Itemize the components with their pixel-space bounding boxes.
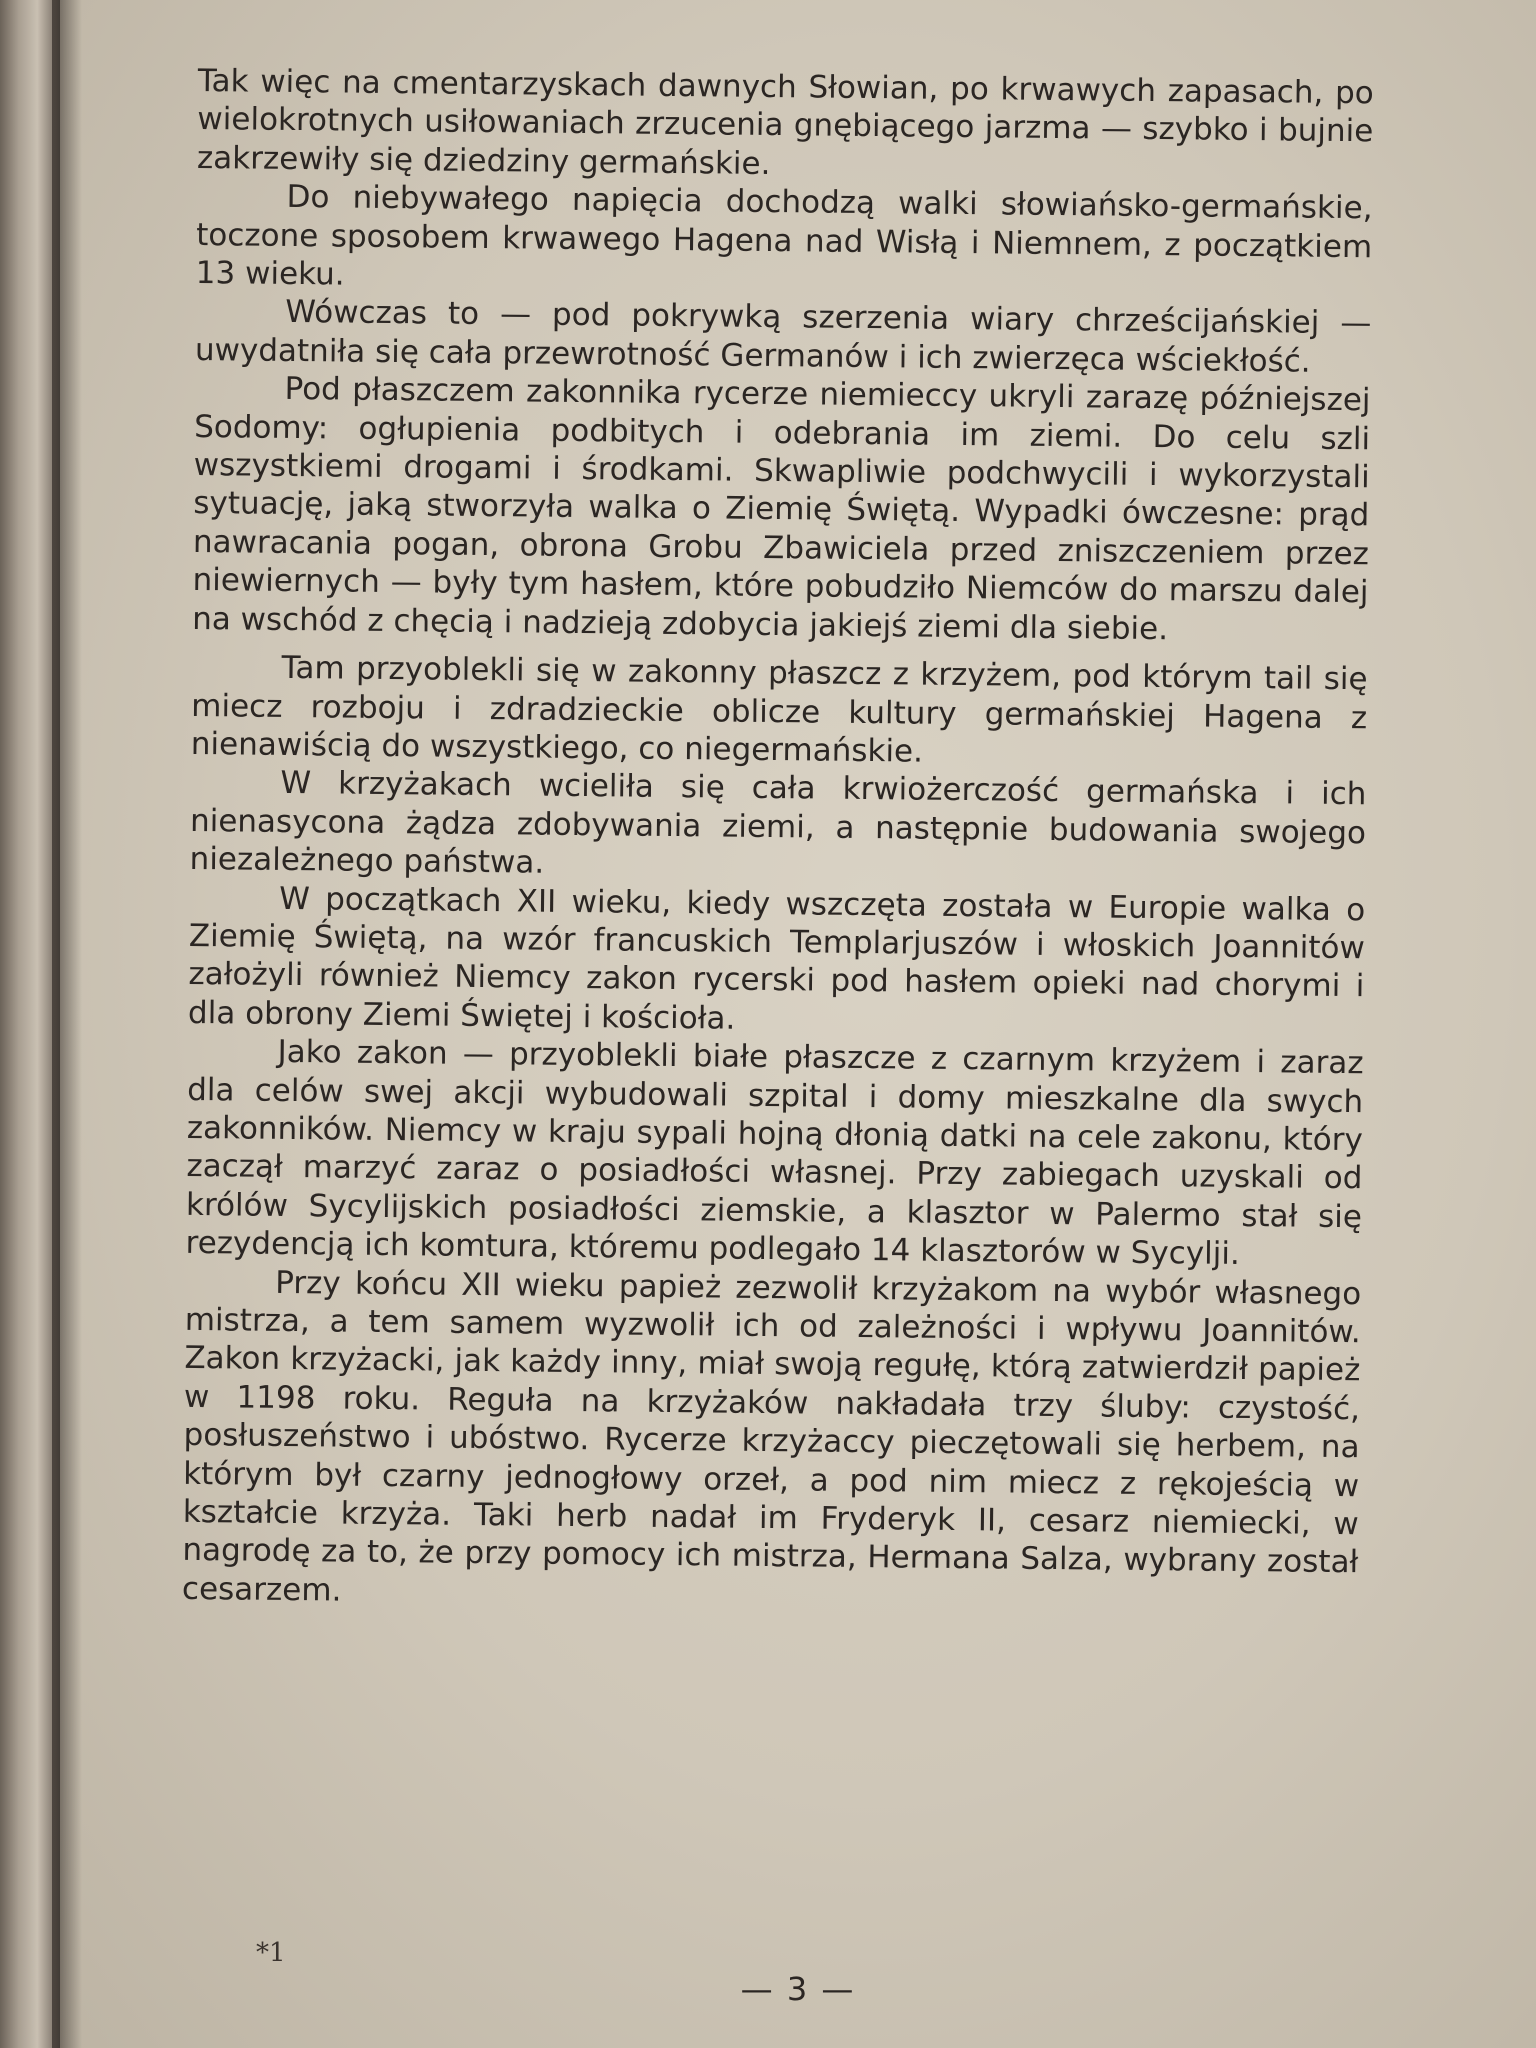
paragraph-8: Jako zakon — przyoblekli białe płaszcze z czarnym krzyżem i zaraz dla celów swej akcji wybudowali szpital i domy mieszkalne dla swych zakonników. Niemcy w kraju sypali hojną dłonią datki na cele zakonu, który zaczął marzyć zaraz o posiadłości własnej. Przy zabiegach uzyskali od królów Sycylijskich posiadłości ziemskie, a klasztor w Palermo stał się rezydencją ich komtura, któremu podlegało 14 klasztorów w Sycylji.	[185, 1034, 1364, 1273]
paragraph-4: Pod płaszczem zakonnika rycerze niemieccy ukryli zarazę późniejszej Sodomy: ogłupienia podbitych i odebrania im ziemi. Do celu szli wszystkiemi drogami i środkami. Skwapliwie podchwycili i wykorzystali sytuację, jaką stworzyła walka o Ziemię Świętą. Wypadki ówczesne: prąd nawracania pogan, obrona Grobu Zbawiciela przed zniszczeniem przez niewiernych — były tym hasłem, które pobudziło Niemców do marszu dalej na wschód z chęcią i nadzieją zdobycia jakiejś ziemi dla siebie.	[191, 371, 1371, 647]
paragraph-1: Tak więc na cmentarzyskach dawnych Słowian, po krwawych zapasach, po wielokrotnych usiłowaniach zrzucenia gnębiącego jarzma — szybko i bujnie zakrzewiły się dziedziny germańskie.	[196, 62, 1374, 182]
paragraph-7: W początkach XII wieku, kiedy wszczęta została w Europie walka o Ziemię Świętą, na wzór francuskich Templarjuszów i włoskich Joannitów założyli również Niemcy zakon rycerski pod hasłem opieki nad chorymi i dla obrony Ziemi Świętej i kościoła.	[187, 880, 1366, 1037]
book-page	[60, 0, 1536, 2048]
paragraph-3: Wówczas to — pod pokrywką szerzenia wiary chrześcijańskiej — uwydatniła się cała przewrotność Germanów i ich zwierzęca wściekłość.	[194, 294, 1372, 380]
page-body-text	[182, 62, 1374, 1620]
paragraph-6: W krzyżakach wcieliła się cała krwiożerczość germańska i ich nienasycona żądza zdobywania ziemi, a następnie budowania swojego niezależnego państwa.	[189, 765, 1367, 881]
paragraph-9: Przy końcu XII wieku papież zezwolił krzyżakom na wybór własnego mistrza, a tem samem wyzwolił ich od zależności i wpływu Joannitów. Zakon krzyżacki, jak każdy inny, miał swoją regułę, którą zatwierdził papież w 1198 roku. Reguła na krzyżaków nakładała trzy śluby: czystość, posłuszeństwo i ubóstwo. Rycerze krzyżaccy pieczętowali się herbem, na którym był czarny jednogłowy orzeł, a pod nim miecz z rękojeścią w kształcie krzyża. Taki herb nadał im Fryderyk II, cesarz niemiecki, w nagrodę za to, że przy pomocy ich mistrza, Hermana Salza, wybrany został cesarzem.	[181, 1264, 1362, 1609]
paragraph-5: Tam przyoblekli się w zakonny płaszcz z krzyżem, pod którym tail się miecz rozboju i zdradzieckie oblicze kultury germańskiej Hagena z nienawiścią do wszystkiego, co niegermańskie.	[190, 650, 1368, 770]
page-number: — 3 —	[740, 1970, 856, 2008]
gutter-shadow	[52, 0, 82, 2048]
paragraph-2: Do niebywałego napięcia dochodzą walki słowiańsko-germańskie, toczone sposobem krwawego Hagena nad Wisłą i Niemnem, z początkiem 13 wieku.	[195, 179, 1373, 293]
signature-mark: *1	[256, 1938, 286, 1968]
